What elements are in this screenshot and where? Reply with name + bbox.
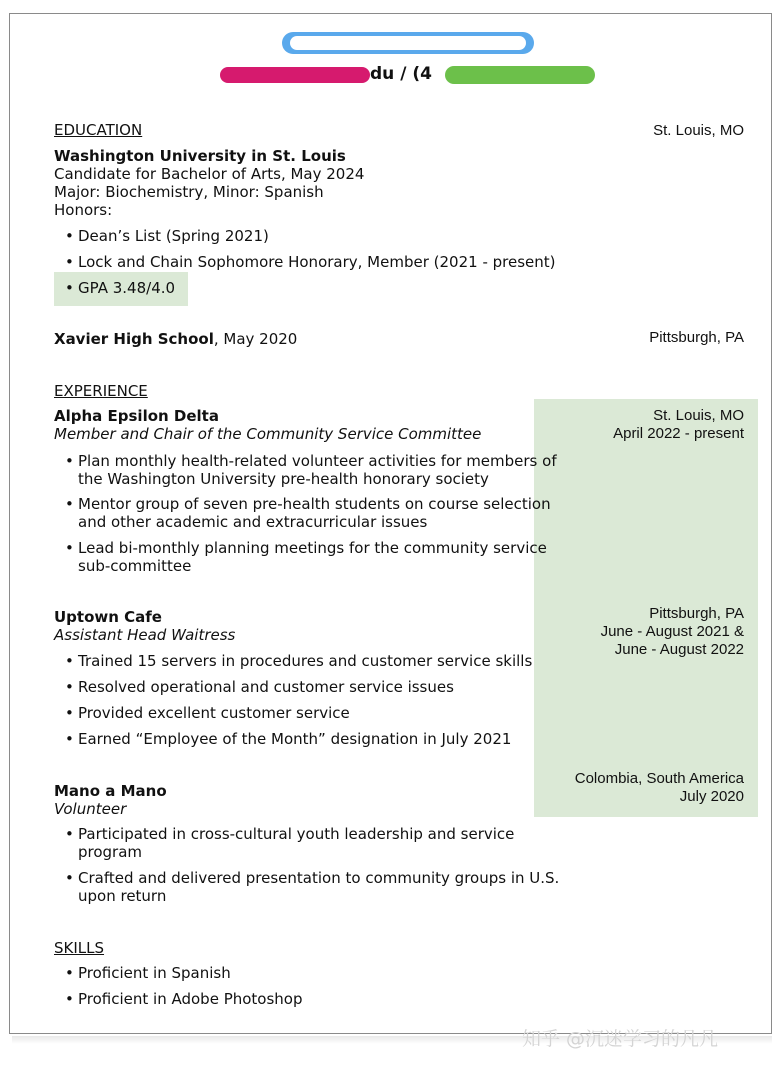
high-school-line bbox=[54, 330, 297, 348]
job-dates: July 2020 bbox=[679, 788, 744, 805]
list-item: • Proficient in Adobe Photoshop bbox=[78, 990, 303, 1008]
high-school-location: Pittsburgh, PA bbox=[649, 329, 744, 346]
email-redaction-scribble bbox=[220, 67, 370, 83]
degree-line: Candidate for Bachelor of Arts, May 2024 bbox=[54, 165, 365, 183]
list-item-continuation: the Washington University pre-health honorary society bbox=[78, 470, 489, 488]
high-school-name: Xavier High School bbox=[54, 330, 214, 348]
list-item: • Earned “Employee of the Month” designation in July 2021 bbox=[78, 730, 511, 748]
list-item-continuation: upon return bbox=[78, 887, 167, 905]
list-item: • Trained 15 servers in procedures and customer service skills bbox=[78, 652, 532, 670]
list-item: • Resolved operational and customer service issues bbox=[78, 678, 454, 696]
experience-heading: EXPERIENCE bbox=[54, 382, 148, 400]
job-location: Pittsburgh, PA bbox=[649, 605, 744, 622]
major-line: Major: Biochemistry, Minor: Spanish bbox=[54, 183, 324, 201]
job-role: Assistant Head Waitress bbox=[54, 626, 236, 644]
job-role: Member and Chair of the Community Service Committee bbox=[54, 425, 482, 443]
list-item: • Lead bi-monthly planning meetings for the community service bbox=[78, 539, 547, 557]
list-item: • Participated in cross-cultural youth leadership and service bbox=[78, 825, 514, 843]
list-item-continuation: sub-committee bbox=[78, 557, 192, 575]
list-item: • Plan monthly health-related volunteer activities for members of bbox=[78, 452, 557, 470]
list-item-continuation: and other academic and extracurricular issues bbox=[78, 513, 428, 531]
job-dates: June - August 2021 & bbox=[600, 623, 744, 640]
job-org: Uptown Cafe bbox=[54, 608, 162, 626]
list-item: • Dean’s List (Spring 2021) bbox=[78, 227, 269, 245]
list-item: • Mentor group of seven pre-health students on course selection bbox=[78, 495, 551, 513]
skills-heading: SKILLS bbox=[54, 939, 105, 957]
education-location: St. Louis, MO bbox=[653, 122, 744, 139]
list-item-continuation: program bbox=[78, 843, 143, 861]
name-redaction-inner bbox=[290, 36, 526, 50]
list-item: • Lock and Chain Sophomore Honorary, Member (2021 - present) bbox=[78, 253, 556, 271]
education-heading: EDUCATION bbox=[54, 121, 143, 139]
list-item: • Crafted and delivered presentation to community groups in U.S. bbox=[78, 869, 559, 887]
job-location: Colombia, South America bbox=[574, 770, 744, 787]
high-school-date: , May 2020 bbox=[213, 330, 298, 348]
list-item: • Provided excellent customer service bbox=[78, 704, 350, 722]
job-org: Alpha Epsilon Delta bbox=[54, 407, 219, 425]
list-item: • Proficient in Spanish bbox=[78, 964, 231, 982]
job-dates: April 2022 - present bbox=[613, 425, 744, 442]
school-name: Washington University in St. Louis bbox=[54, 147, 346, 165]
watermark: 知乎 @沉迷学习的凡凡 bbox=[522, 1028, 719, 1050]
contact-line: du / (4 bbox=[370, 64, 432, 84]
job-location: St. Louis, MO bbox=[653, 407, 744, 424]
honors-label: Honors: bbox=[54, 201, 113, 219]
job-role: Volunteer bbox=[54, 800, 127, 818]
job-dates: June - August 2022 bbox=[614, 641, 744, 658]
job-org: Mano a Mano bbox=[54, 782, 167, 800]
gpa-item: • GPA 3.48/4.0 bbox=[78, 279, 175, 297]
phone-redaction-scribble bbox=[445, 66, 595, 84]
